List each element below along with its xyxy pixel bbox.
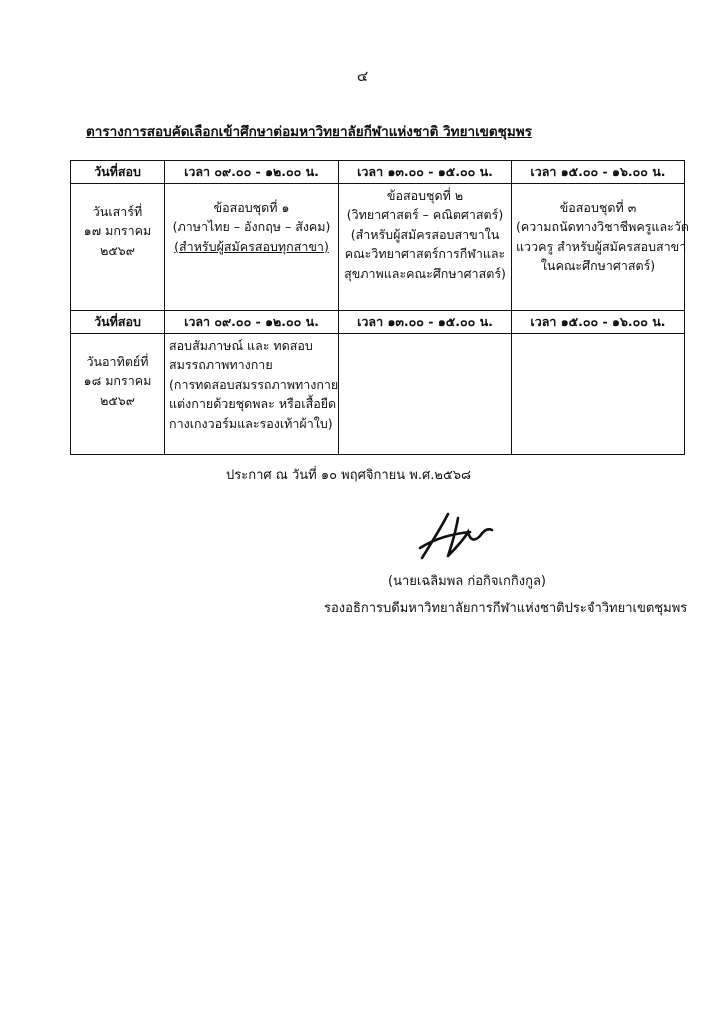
exam-set-1-cell <box>165 184 339 311</box>
header-slot-morning: เวลา ๐๙.๐๐ - ๑๒.๐๐ น. <box>165 161 339 184</box>
dress-code-2: แต่งกายด้วยชุดพละ หรือเสื้อยืด <box>169 396 337 412</box>
page-number: ๔ <box>356 67 369 85</box>
exam-set-2-title: ข้อสอบชุดที่ ๒ <box>386 188 464 203</box>
day-date: ๑๗ มกราคม <box>83 223 152 239</box>
day-label: วันเสาร์ที่ <box>92 204 143 219</box>
interview-title-2: สมรรถภาพทางกาย <box>169 357 273 373</box>
day-year: ๒๕๖๙ <box>100 242 135 258</box>
handwritten-signature <box>418 508 496 562</box>
exam-set-2-subjects: (วิทยาศาสตร์ – คณิตศาสตร์) <box>346 207 504 223</box>
header-slot-afternoon: เวลา ๑๓.๐๐ - ๑๕.๐๐ น. <box>339 161 512 184</box>
exam-set-2-eligibility-1: (สำหรับผู้สมัครสอบสาขาใน <box>350 226 500 242</box>
day-label: วันอาทิตย์ที่ <box>86 354 149 369</box>
announcement-date: ประกาศ ณ วันที่ ๑๐ พฤศจิกายน พ.ศ.๒๕๖๘ <box>226 468 472 483</box>
exam-set-3-title: ข้อสอบชุดที่ ๓ <box>559 200 637 215</box>
signer-name: (นายเฉลิมพล ก่อกิจเกกิงกูล) <box>388 574 546 589</box>
header-exam-day: วันที่สอบ <box>71 311 165 334</box>
exam-set-3-cell <box>512 184 689 311</box>
table-header-row <box>71 161 685 184</box>
exam-day-saturday <box>71 184 165 311</box>
table-row <box>71 334 685 455</box>
empty-cell <box>339 334 512 455</box>
exam-set-3-desc-2: แววครู สำหรับผู้สมัครสอบสาขา <box>516 238 687 254</box>
document-title: ตารางการสอบคัดเลือกเข้าศึกษาต่อมหาวิทยาลัยกีฬาแห่งชาติ วิทยาเขตชุมพร <box>86 124 532 140</box>
interview-title: สอบสัมภาษณ์ และ ทดสอบ <box>169 338 313 353</box>
exam-set-1-eligibility: (สำหรับผู้สมัครสอบทุกสาขา) <box>174 238 329 254</box>
exam-day-sunday <box>71 334 165 455</box>
header-slot-late-afternoon: เวลา ๑๕.๐๐ - ๑๖.๐๐ น. <box>512 161 685 184</box>
day-year: ๒๕๖๙ <box>100 392 135 408</box>
header-slot-afternoon: เวลา ๑๓.๐๐ - ๑๕.๐๐ น. <box>339 311 512 334</box>
header-slot-late-afternoon: เวลา ๑๕.๐๐ - ๑๖.๐๐ น. <box>512 311 685 334</box>
dress-code-1: (การทดสอบสมรรถภาพทางกาย <box>169 376 339 392</box>
header-exam-day: วันที่สอบ <box>71 161 165 184</box>
day-date: ๑๘ มกราคม <box>83 373 152 389</box>
empty-cell <box>512 334 685 455</box>
dress-code-3: กางเกงวอร์มและรองเท้าผ้าใบ) <box>169 415 333 431</box>
table-header-row <box>71 311 685 334</box>
exam-set-3-desc-3: ในคณะศึกษาศาสตร์) <box>540 258 656 274</box>
exam-set-2-cell <box>339 184 512 311</box>
exam-set-1-subjects: (ภาษาไทย – อังกฤษ – สังคม) <box>172 219 331 235</box>
exam-set-2-eligibility-2: คณะวิทยาศาสตร์การกีฬาและ <box>344 246 506 262</box>
signer-position: รองอธิการบดีมหาวิทยาลัยการกีฬาแห่งชาติประจำวิทยาเขตชุมพร <box>324 601 688 616</box>
exam-set-2-eligibility-3: สุขภาพและคณะศึกษาศาสตร์) <box>344 265 506 281</box>
exam-set-3-desc-1: (ความถนัดทางวิชาชีพครูและวัด <box>516 219 689 235</box>
interview-fitness-cell <box>165 334 339 455</box>
exam-schedule-table <box>70 160 689 455</box>
header-slot-morning: เวลา ๐๙.๐๐ - ๑๒.๐๐ น. <box>165 311 339 334</box>
exam-set-1-title: ข้อสอบชุดที่ ๑ <box>213 200 290 215</box>
table-row <box>71 184 685 311</box>
